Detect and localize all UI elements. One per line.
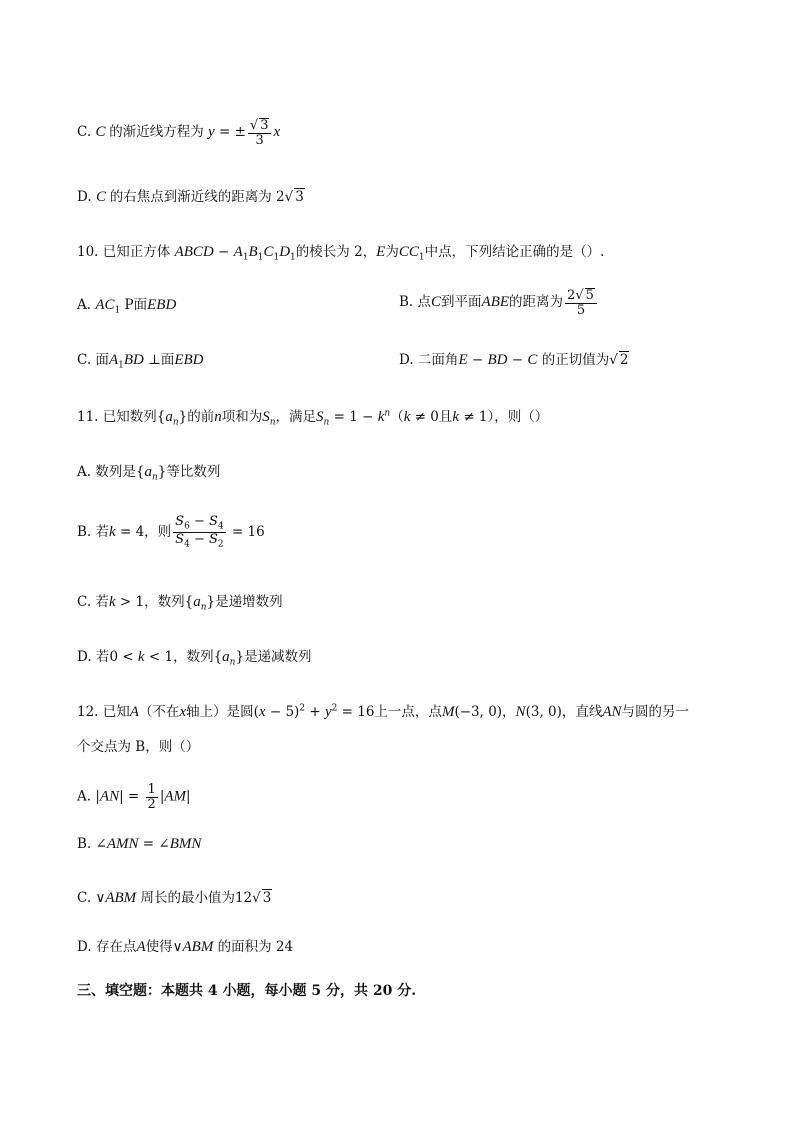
option-text: ，数列: [173, 649, 214, 665]
option-10d: D. 二面角E − BD − C 的正切值为√ 2: [399, 352, 629, 368]
option-9d: D. C 的右焦点到渐近线的距离为 2√ 3: [77, 189, 304, 205]
question-text: 项和为: [221, 409, 263, 425]
option-12c: C. ∨ABM 周长的最小值为12√ 3: [77, 890, 272, 906]
option-text: P面: [124, 297, 148, 313]
option-label: C. 面: [77, 352, 109, 368]
option-label: B. 若: [77, 524, 110, 541]
question-text: 的前: [187, 409, 215, 425]
option-label: B.: [77, 836, 96, 852]
question-text: ，满足: [275, 409, 317, 425]
option-10a: A. $AC_1$ P面EBD: [77, 297, 177, 316]
option-12b: B. ∠AMN = ∠BMN: [77, 836, 202, 852]
question-text: 中点，下列结论正确的是（）.: [424, 244, 605, 260]
question-12: 12. 已知A（不在x轴上）是圆$(x - 5)^2 + y^2 = 16$上一点，点M(−3, 0)，N(3, 0)，直线AN与圆的另一: [77, 703, 690, 720]
option-label: D. 二面角: [399, 352, 459, 368]
option-text: ，则: [144, 524, 172, 541]
option-text: 的距离为: [509, 294, 564, 311]
option-label: D. 若: [77, 649, 110, 665]
question-text: 轴上）是圆: [186, 704, 254, 720]
option-label: A.: [77, 788, 96, 805]
question-text: 的棱长为 2，: [295, 244, 377, 260]
option-label: D.: [77, 189, 96, 205]
question-text: 且: [438, 409, 453, 425]
question-stem: 11. 已知数列: [77, 409, 157, 425]
option-text: 等比数列: [166, 464, 221, 480]
question-stem: 12. 已知: [77, 704, 130, 720]
question-text: 为: [385, 244, 399, 260]
option-text: 的面积为 24: [217, 939, 294, 955]
option-label: C.: [77, 890, 96, 906]
fraction: $\frac{S_6 - S_4}{S_4 - S_2}$: [175, 514, 224, 550]
question-text: ，: [502, 704, 516, 720]
option-11b: B. 若k = 4，则 $\frac{S_6 - S_4}{S_4 - S_2}$ = 16: [77, 514, 265, 550]
option-label: D. 存在点: [77, 939, 137, 955]
option-label: A.: [77, 297, 96, 313]
option-label: A. 数列是: [77, 464, 136, 480]
fraction: $\frac{√ 3}{3}$: [248, 118, 272, 147]
option-12a: A. |AN| = $\frac{1}{2}$ |AM|: [77, 782, 191, 812]
option-label: B. 点: [399, 294, 432, 311]
option-text: 的正切值为: [541, 352, 610, 368]
question-text: （不在: [138, 704, 180, 720]
fraction: $\frac{2√ 5}{5}$: [565, 288, 597, 317]
option-11d: D. 若0 < k < 1，数列$\{a_n\}$是递减数列: [77, 649, 312, 668]
option-text: 的渐近线方程为: [109, 124, 204, 141]
option-text: ，数列: [144, 594, 185, 610]
section-heading: 三、填空题：本题共 4 小题，每小题 5 分，共 20 分.: [77, 983, 417, 999]
option-text: 周长的最小值为: [140, 890, 235, 906]
question-text: 上一点，点: [374, 704, 442, 720]
question-text: ），则（）: [487, 409, 549, 425]
option-text: ⊥面: [148, 352, 175, 368]
option-11c: C. 若k > 1，数列$\{a_n\}$是递增数列: [77, 594, 283, 613]
option-text: 的右焦点到渐近线的距离为: [109, 189, 272, 205]
option-12d: D. 存在点A使得∨ABM 的面积为 24: [77, 939, 294, 955]
option-11a: A. 数列是$\{a_n\}$等比数列: [77, 464, 221, 483]
question-10: 10. 已知正方体 ABCD − $A_1B_1C_1D_1$的棱长为 2，E为$CC_1$中点，下列结论正确的是（）.: [77, 244, 605, 263]
option-label: C.: [77, 124, 96, 141]
option-10c: C. 面$A_1BD$ ⊥面EBD: [77, 352, 204, 371]
question-text: （: [390, 409, 404, 425]
fraction: $\frac{1}{2}$: [147, 782, 156, 812]
option-text: 是递减数列: [244, 649, 312, 665]
option-label: C. 若: [77, 594, 109, 610]
question-12-line2: [77, 735, 199, 755]
question-text: 个交点为 B，则（）: [77, 739, 200, 755]
question-text: ，直线: [561, 704, 603, 720]
question-11: 11. 已知数列$\{a_n\}$的前n项和为$S_n$，满足$S_n = 1 - k^n(k \ne 0$且k ≠ 1），则（）: [77, 408, 549, 428]
option-10b: B. 点C到平面ABE的距离为 $\frac{2√ 5}{5}$: [399, 288, 599, 317]
option-9c: C. C 的渐近线方程为 y = ± $\frac{√ 3}{3}$ x: [77, 118, 281, 148]
question-stem: 10. 已知正方体: [77, 244, 171, 260]
option-text: 是递增数列: [215, 594, 283, 610]
option-text: 使得: [145, 939, 173, 955]
option-text: 到平面: [441, 294, 482, 311]
question-text: 与圆的另一: [621, 704, 690, 720]
